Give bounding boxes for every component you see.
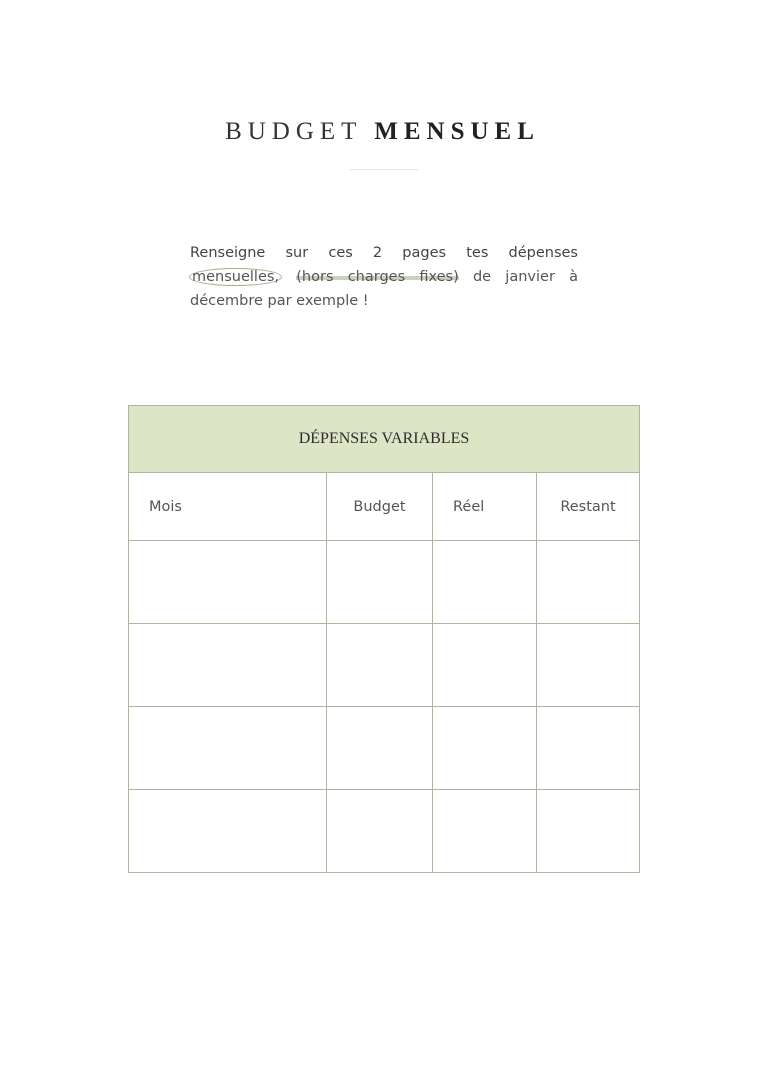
highlighted-text: (hors charges fixes) [296,269,459,285]
cell-budget[interactable] [327,624,433,707]
title-divider [350,169,418,170]
cell-mois[interactable] [129,624,327,707]
cell-reel[interactable] [433,790,537,873]
cell-reel[interactable] [433,707,537,790]
column-header-restant: Restant [537,473,640,541]
page-title: BUDGET MENSUEL [225,118,540,145]
cell-restant[interactable] [537,790,640,873]
cell-mois[interactable] [129,541,327,624]
expenses-table [128,405,640,873]
cell-restant[interactable] [537,624,640,707]
cell-budget[interactable] [327,541,433,624]
column-header-budget: Budget [327,473,433,541]
cell-mois[interactable] [129,790,327,873]
intro-text: Renseigne sur ces 2 pages tes dépenses mensuelles, (hors charges fixes) de janvier à décembre par exemple ! [190,245,579,309]
cell-mois[interactable] [129,707,327,790]
cell-budget[interactable] [327,707,433,790]
cell-restant[interactable] [537,541,640,624]
cell-budget[interactable] [327,790,433,873]
cell-reel[interactable] [433,541,537,624]
cell-reel[interactable] [433,624,537,707]
circled-word: mensuelles, [189,268,282,286]
table-row [129,707,640,790]
table-row [129,541,640,624]
column-header-reel: Réel [433,473,537,541]
table-row [129,790,640,873]
column-header-mois: Mois [129,473,327,541]
table-title: DÉPENSES VARIABLES [129,406,640,473]
cell-restant[interactable] [537,707,640,790]
table-row [129,624,640,707]
